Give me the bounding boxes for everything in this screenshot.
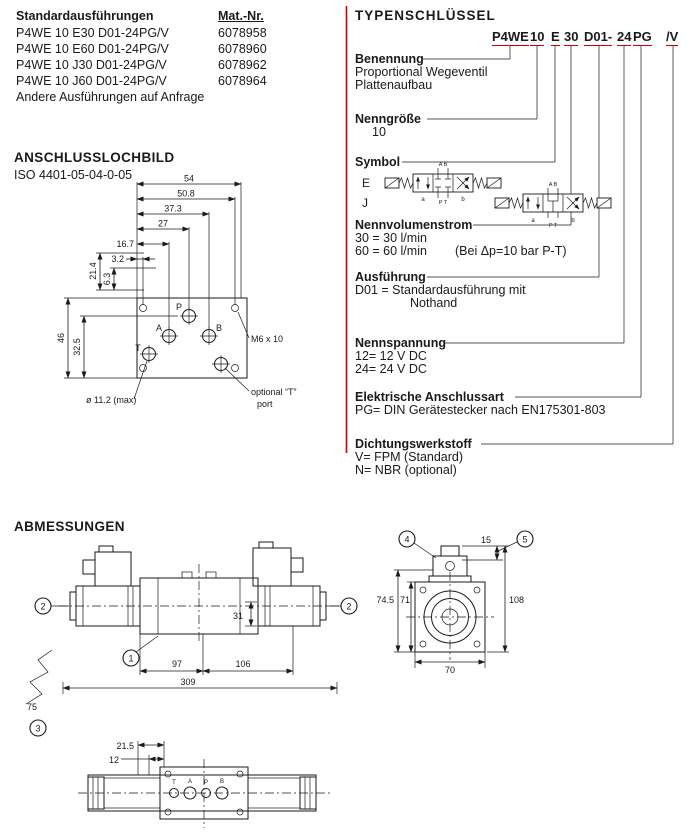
dim-37-3: 37.3 (164, 203, 182, 214)
mat-nr-header: Mat.-Nr. (218, 9, 264, 23)
iso-standard-label: ISO 4401-05-04-0-05 (14, 168, 133, 182)
bottom-port-a: A (187, 779, 193, 785)
section-volumenstrom-heading: Nennvolumenstrom (355, 218, 473, 232)
code-segment-version: D01- (584, 29, 613, 44)
code-segment-connector: PG (633, 29, 652, 44)
code-segment-symbol: E (551, 29, 560, 44)
type-key-title: TYPENSCHLÜSSEL (355, 8, 496, 23)
callout-1 (123, 636, 158, 666)
symbol-ports-top: A B (548, 182, 558, 188)
nenngroesse-value: 10 (372, 125, 386, 139)
callout-4-label: 4 (404, 534, 410, 545)
dim-21-5: 21.5 (116, 741, 134, 751)
anschlussart-line1: PG= DIN Gerätestecker nach EN175301-803 (355, 403, 606, 417)
dichtung-line1: V= FPM (Standard) (355, 450, 464, 464)
section-nenngroesse-heading: Nenngröße (355, 112, 421, 126)
code-segment-series: P4WE (492, 29, 529, 44)
volumenstrom-line1: 30 = 30 l/min (355, 231, 427, 245)
symbol-j-letter: J (362, 196, 368, 210)
bottom-port-p: P (203, 780, 209, 786)
valve-bottom-view (78, 759, 330, 828)
symbol-pos-a: a (421, 197, 425, 203)
dim-6-3: 6.3 (102, 272, 112, 286)
bottom-port-t: T (172, 780, 176, 786)
hole-diameter-label: ø 11.2 (max) (86, 395, 137, 405)
port-label-b: B (215, 323, 223, 333)
table-row-matnr: 6078960 (218, 42, 267, 56)
nennspannung-line1: 12= 12 V DC (355, 349, 427, 363)
callout-5-label: 5 (522, 534, 528, 545)
callout-5 (498, 531, 533, 551)
dim-106: 106 (235, 659, 251, 669)
callout-3 (30, 720, 46, 736)
dim-71: 71 (399, 595, 411, 605)
bottom-view-dimensions (109, 741, 164, 775)
dim-46: 46 (56, 332, 66, 344)
dim-75: 75 (26, 702, 38, 712)
table-row-model: P4WE 10 J30 D01-24PG/V (16, 58, 167, 72)
dim-97: 97 (171, 659, 183, 669)
symbol-pos-a: a (531, 218, 535, 224)
section-dichtung-heading: Dichtungswerkstoff (355, 437, 472, 451)
mounting-pattern-title: ANSCHLUSSLOCHBILD (14, 150, 175, 165)
callout-4 (399, 531, 436, 558)
nennspannung-line2: 24= 24 V DC (355, 362, 427, 376)
callout-2-label: 2 (40, 601, 46, 612)
m6-thread-label: M6 x 10 (251, 334, 284, 344)
dim-54: 54 (183, 173, 195, 184)
symbol-pos-b: b (571, 218, 575, 224)
callout-2-label: 2 (346, 601, 352, 612)
callout-2-left (35, 598, 69, 614)
symbol-pos-b: b (461, 197, 465, 203)
code-segment-flow: 30 (564, 29, 579, 44)
dim-31: 31 (232, 611, 243, 621)
right-connector (253, 548, 291, 586)
section-anschlussart-heading: Elektrische Anschlussart (355, 390, 504, 404)
table-row-matnr: 6078962 (218, 58, 267, 72)
dim-309: 309 (180, 677, 196, 687)
mounting-hole (140, 305, 147, 312)
port-t-hole (140, 345, 158, 363)
dim-50-8: 50.8 (177, 188, 195, 199)
symbol-ports-top: A B (438, 162, 448, 168)
volumenstrom-line2: 60 = 60 l/min (355, 244, 427, 258)
bottom-port-b: B (219, 779, 225, 785)
table-row-matnr: 6078958 (218, 26, 267, 40)
section-ausfuehrung-heading: Ausführung (355, 270, 426, 284)
dim-74-5: 74.5 (376, 595, 394, 605)
dim-12: 12 (108, 755, 119, 765)
ausfuehrung-line1: D01 = Standardausführung mit (355, 283, 526, 297)
section-nennspannung-heading: Nennspannung (355, 336, 446, 350)
break-line (26, 650, 52, 704)
code-segment-voltage: 24 (617, 29, 632, 44)
other-versions-note: Andere Ausführungen auf Anfrage (16, 90, 205, 104)
dim-16-7: 16.7 (116, 239, 134, 249)
table-row-matnr: 6078964 (218, 74, 267, 88)
section-symbol-heading: Symbol (355, 155, 401, 169)
leader-lines (134, 312, 249, 399)
dim-27: 27 (157, 218, 169, 229)
code-segment-size: 10 (530, 29, 545, 44)
mounting-hole (232, 305, 239, 312)
dim-21-4: 21.4 (88, 262, 98, 280)
dim-32-5: 32.5 (72, 338, 82, 356)
dichtung-line2: N= NBR (optional) (355, 463, 457, 477)
callout-1-label: 1 (128, 653, 134, 664)
side-view-dimensions (26, 602, 337, 712)
valve-end-view (406, 546, 494, 660)
port-label-a: A (155, 323, 163, 333)
valve-side-view (58, 542, 342, 644)
dimensions-title: ABMESSUNGEN (14, 519, 125, 534)
table-row-model: P4WE 10 E60 D01-24PG/V (16, 42, 169, 56)
dim-3-2: 3.2 (111, 254, 124, 264)
port-p-hole (180, 307, 198, 325)
optional-t-label-2: port (257, 399, 273, 409)
dimension-lines (68, 184, 241, 378)
section-benennung-heading: Benennung (355, 52, 424, 66)
table-row-model: P4WE 10 J60 D01-24PG/V (16, 74, 167, 88)
dim-70: 70 (444, 665, 456, 675)
table-row-model: P4WE 10 E30 D01-24PG/V (16, 26, 169, 40)
left-connector (95, 552, 131, 586)
symbol-e-letter: E (362, 176, 371, 190)
mounting-plate (135, 298, 247, 378)
callout-3-label: 3 (35, 723, 41, 734)
volumenstrom-note: (Bei Δp=10 bar P-T) (455, 244, 567, 258)
symbol-ports-bottom: P T (548, 223, 558, 229)
ausfuehrung-line2: Nothand (410, 296, 458, 310)
benennung-line1: Proportional Wegeventil (355, 65, 488, 79)
standard-versions-title: Standardausführungen (16, 9, 154, 23)
mounting-hole (232, 365, 239, 372)
port-a-hole (160, 327, 178, 345)
port-label-t: T (135, 343, 141, 353)
code-segment-seal: /V (666, 29, 679, 44)
dim-108: 108 (509, 595, 525, 605)
dimension-drawings (0, 512, 700, 840)
symbol-ports-bottom: P T (438, 200, 448, 206)
benennung-line2: Plattenaufbau (355, 78, 433, 92)
callout-2-right (327, 598, 357, 614)
port-label-p: P (175, 302, 183, 312)
dim-15: 15 (481, 535, 492, 545)
optional-t-label: optional “T” (251, 387, 297, 397)
